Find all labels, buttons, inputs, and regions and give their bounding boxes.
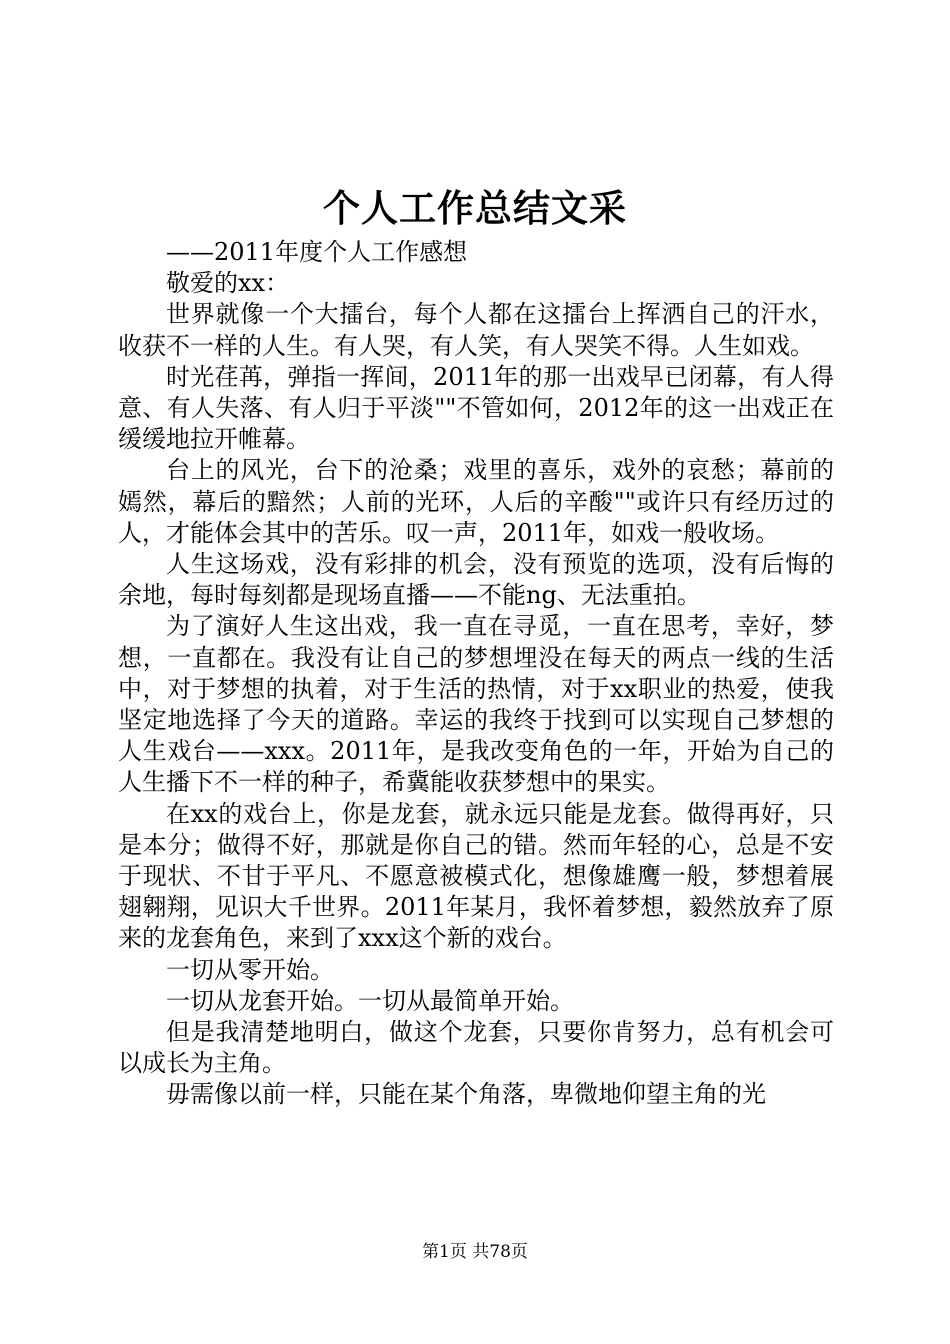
body-paragraph: 一切从零开始。 bbox=[166, 955, 334, 984]
body-paragraph: 世界就像一个大擂台，每个人都在这擂台上挥洒自己的汗水，收获不一样的人生。有人哭，有人笑，有人哭笑不得。人生如戏。 bbox=[118, 300, 834, 360]
body-paragraph: 但是我清楚地明白，做这个龙套，只要你肯努力，总有机会可以成长为主角。 bbox=[118, 1018, 834, 1078]
salutation-paragraph: 敬爱的xx： bbox=[166, 269, 290, 298]
document-title: 个人工作总结文采 bbox=[323, 186, 627, 230]
body-paragraph: 一切从龙套开始。一切从最简单开始。 bbox=[166, 986, 574, 1015]
document-body bbox=[118, 237, 834, 1111]
body-paragraph: 人生这场戏，没有彩排的机会，没有预览的选项，没有后悔的余地，每时每刻都是现场直播——不能ng、无法重拍。 bbox=[118, 550, 834, 610]
body-paragraph: 台上的风光，台下的沧桑；戏里的喜乐，戏外的哀愁；幕前的嫣然，幕后的黯然；人前的光环，人后的辛酸""或许只有经历过的人，才能体会其中的苦乐。叹一声，2011年，如戏一般收场。 bbox=[118, 456, 834, 547]
page-number-footer: 第1页 共78页 bbox=[422, 1242, 528, 1262]
body-paragraph: 在xx的戏台上，你是龙套，就永远只能是龙套。做得再好，只是本分；做得不好，那就是你自己的错。然而年轻的心，总是不安于现状、不甘于平凡、不愿意被模式化，想像雄鹰一般，梦想着展翅翱翔，见识大千世界。2011年某月，我怀着梦想，毅然放弃了原来的龙套角色，来到了xxx这个新的戏台。 bbox=[118, 799, 834, 953]
body-paragraph: 时光荏苒，弹指一挥间，2011年的那一出戏早已闭幕，有人得意、有人失落、有人归于平淡""不管如何，2012年的这一出戏正在缓缓地拉开帷幕。 bbox=[118, 362, 834, 454]
subtitle-paragraph: ——2011年度个人工作感想 bbox=[166, 238, 468, 266]
body-paragraph: 为了演好人生这出戏，我一直在寻觅，一直在思考，幸好，梦想，一直都在。我没有让自己的梦想埋没在每天的两点一线的生活中，对于梦想的执着，对于生活的热情，对于xx职业的热爱，使我坚定地选择了今天的道路。幸运的我终于找到可以实现自己梦想的人生戏台——xxx。2011年，是我改变角色的一年，开始为自己的人生播下不一样的种子，希冀能收获梦想中的果实。 bbox=[118, 612, 834, 797]
body-paragraph: 毋需像以前一样，只能在某个角落，卑微地仰望主角的光 bbox=[166, 1080, 766, 1109]
